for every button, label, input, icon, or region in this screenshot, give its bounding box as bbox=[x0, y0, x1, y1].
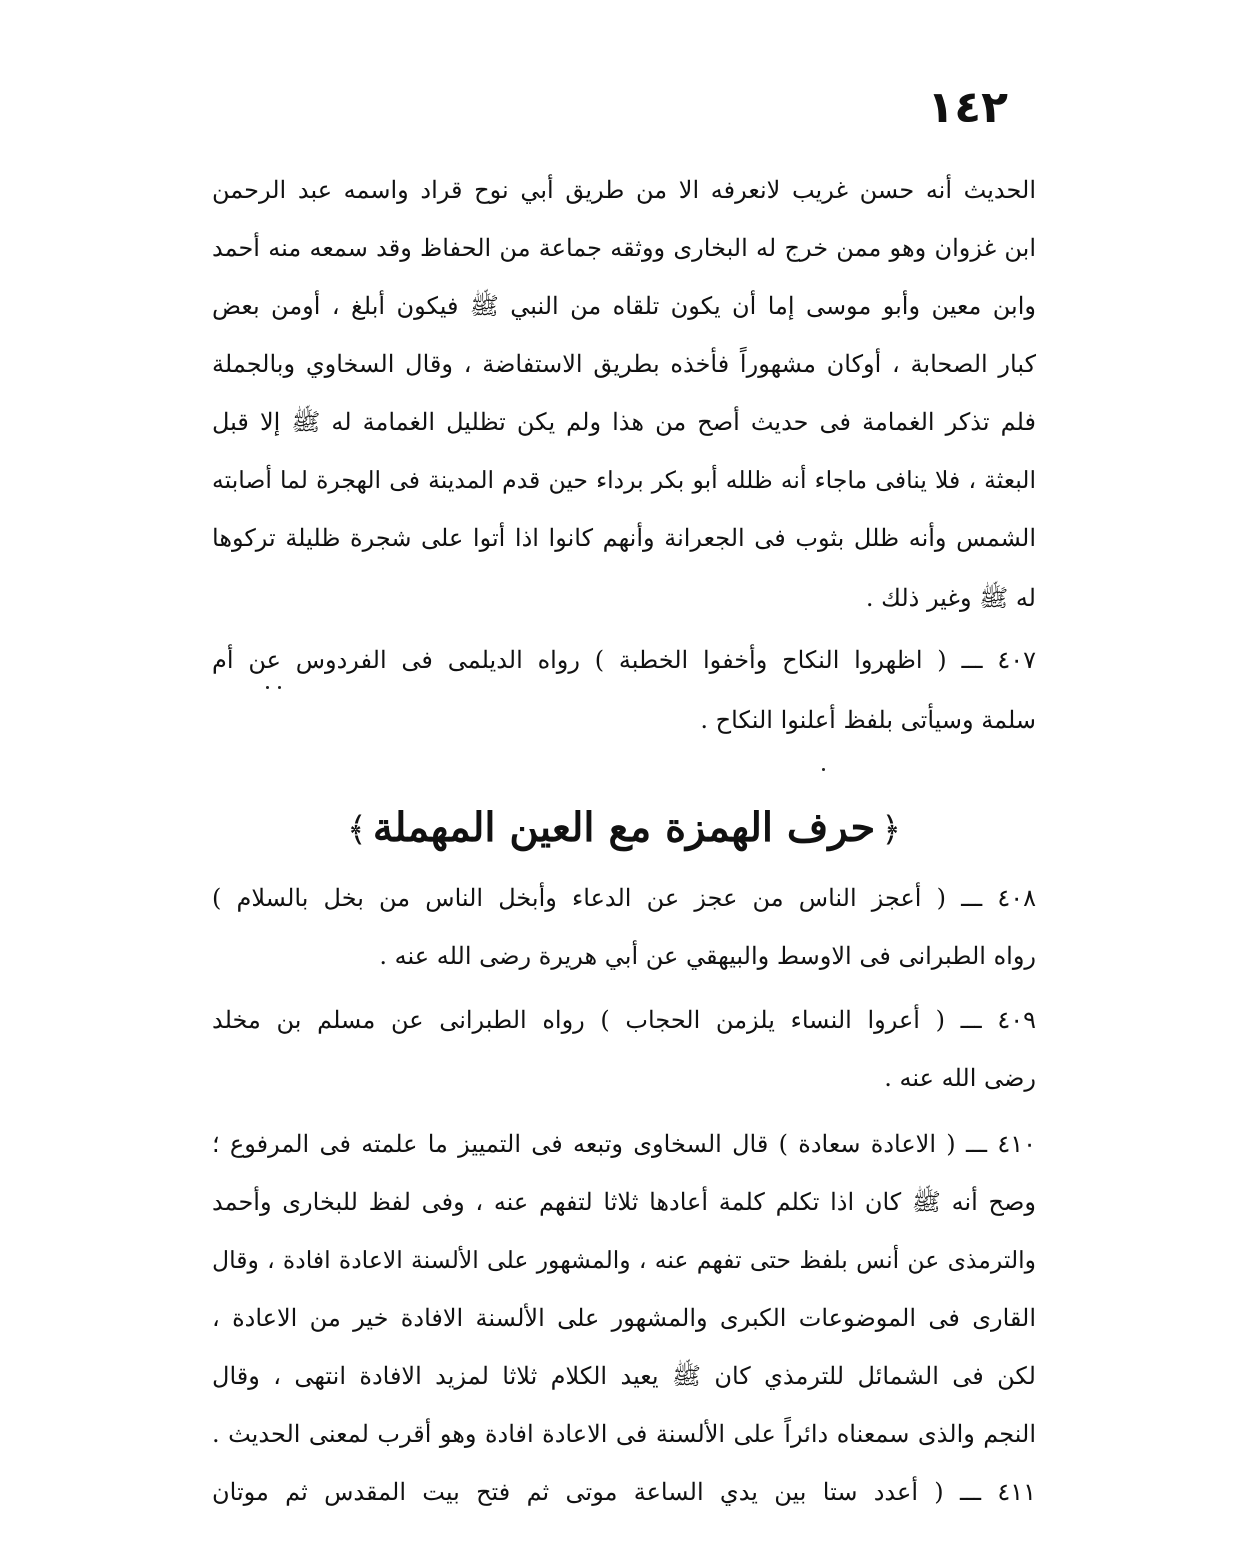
text-line: كبار الصحابة ، أوكان مشهوراً فأخذه بطريق الاستفاضة ، وقال السخاوي وبالجملة bbox=[212, 350, 1036, 378]
hadith-411: ٤١١ ـــ ( أعدد ستا بين يدي الساعة موتى ثم فتح بيت المقدس ثم موتان bbox=[212, 1478, 1036, 1506]
heading-text: حرف الهمزة مع العين المهملة bbox=[372, 804, 876, 851]
text-line: رضى الله عنه . bbox=[884, 1064, 1036, 1092]
text-line: القارى فى الموضوعات الكبرى والمشهور على الألسنة الافادة خير من الاعادة ، bbox=[212, 1304, 1036, 1332]
text-line: البعثة ، فلا ينافى ماجاء أنه ظلله أبو بكر برداء حين قدم المدينة فى الهجرة لما أصابته bbox=[212, 466, 1036, 494]
heading-bracket-open: ﴿ bbox=[881, 810, 902, 850]
text-line: النجم والذى سمعناه دائراً على الألسنة فى الاعادة افادة وهو أقرب لمعنى الحديث . bbox=[212, 1420, 1036, 1448]
text-line: له ﷺ وغير ذلك . bbox=[865, 584, 1036, 612]
hadith-407: ٤٠٧ ـــ ( اظهروا النكاح وأخفوا الخطبة ) رواه الديلمى فى الفردوس عن أم bbox=[212, 646, 1036, 674]
print-speck bbox=[266, 686, 269, 689]
text-line: وصح أنه ﷺ كان اذا تكلم كلمة أعادها ثلاثا لتفهم عنه ، وفى لفظ للبخارى وأحمد bbox=[212, 1188, 1036, 1216]
page-number: ١٤٢ bbox=[927, 82, 1008, 133]
text-line: الحديث أنه حسن غريب لانعرفه الا من طريق أبي نوح قراد واسمه عبد الرحمن bbox=[212, 176, 1036, 204]
print-speck bbox=[278, 686, 281, 689]
section-heading bbox=[212, 792, 1036, 864]
hadith-409: ٤٠٩ ـــ ( أعروا النساء يلزمن الحجاب ) رواه الطبرانى عن مسلم بن مخلد bbox=[212, 1006, 1036, 1034]
text-line: سلمة وسيأتى بلفظ أعلنوا النكاح . bbox=[700, 706, 1036, 734]
text-line: الشمس وأنه ظلل بثوب فى الجعرانة وأنهم كانوا اذا أتوا على شجرة ظليلة تركوها bbox=[212, 524, 1036, 552]
print-speck bbox=[822, 768, 825, 771]
text-line: رواه الطبرانى فى الاوسط والبيهقي عن أبي هريرة رضى الله عنه . bbox=[379, 942, 1036, 970]
text-line: والترمذى عن أنس بلفظ حتى تفهم عنه ، والمشهور على الألسنة الاعادة افادة ، وقال bbox=[212, 1246, 1036, 1274]
text-line: ابن غزوان وهو ممن خرج له البخارى ووثقه جماعة من الحفاظ وقد سمعه منه أحمد bbox=[212, 234, 1036, 262]
text-line: وابن معين وأبو موسى إما أن يكون تلقاه من النبي ﷺ فيكون أبلغ ، أومن بعض bbox=[212, 292, 1036, 320]
hadith-410: ٤١٠ ـــ ( الاعادة سعادة ) قال السخاوى وتبعه فى التمييز ما علمته فى المرفوع ؛ bbox=[212, 1130, 1036, 1158]
heading-bracket-close: ﴾ bbox=[346, 810, 367, 850]
hadith-408: ٤٠٨ ـــ ( أعجز الناس من عجز عن الدعاء وأبخل الناس من بخل بالسلام ) bbox=[212, 884, 1036, 912]
text-line: فلم تذكر الغمامة فى حديث أصح من هذا ولم يكن تظليل الغمامة له ﷺ إلا قبل bbox=[212, 408, 1036, 436]
text-line: لكن فى الشمائل للترمذي كان ﷺ يعيد الكلام ثلاثا لمزيد الافادة انتهى ، وقال bbox=[212, 1362, 1036, 1390]
